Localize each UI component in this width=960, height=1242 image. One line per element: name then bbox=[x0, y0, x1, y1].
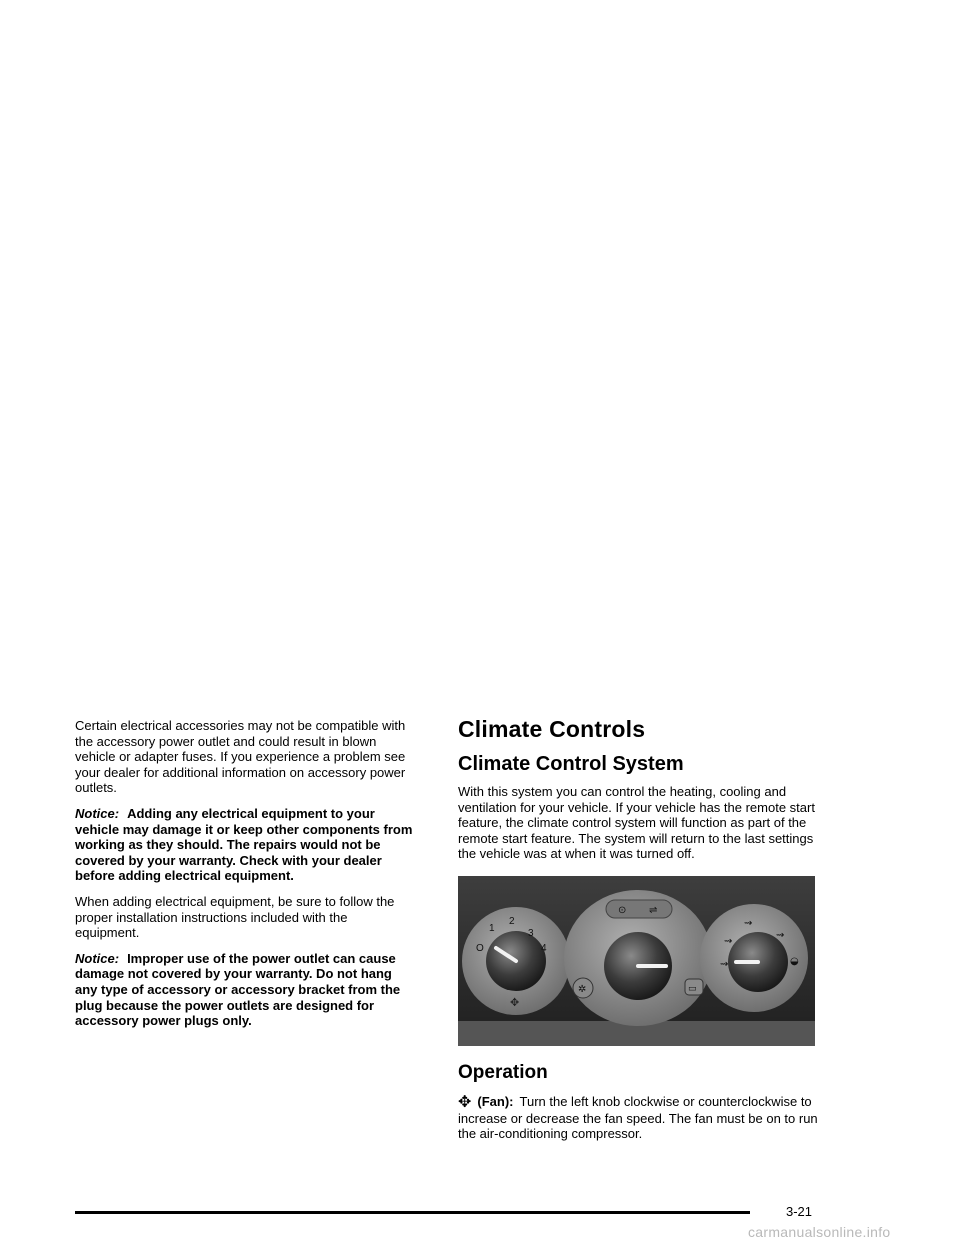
fan-speed-3: 3 bbox=[528, 927, 534, 939]
recirc-icon: ⊙ bbox=[618, 904, 627, 916]
operation-heading: Operation bbox=[458, 1061, 548, 1083]
fan-off-label: O bbox=[476, 942, 484, 954]
fan-description bbox=[458, 1094, 828, 1142]
ac-icon: ✲ bbox=[578, 983, 587, 995]
floor-mode-icon: ⇝ bbox=[776, 929, 785, 941]
left-column bbox=[75, 718, 415, 1039]
fan-symbol-icon: ✥ bbox=[510, 995, 520, 1009]
section-title: Climate Controls bbox=[458, 716, 646, 742]
fan-icon: ✥ bbox=[458, 1093, 472, 1111]
installation-paragraph: When adding electrical equipment, be sure to follow the proper installation instructions included with the equipment. bbox=[75, 893, 395, 941]
fan-speed-2: 2 bbox=[509, 915, 515, 927]
footer-rule bbox=[75, 1211, 750, 1214]
climate-control-panel-photo bbox=[458, 876, 815, 1046]
notice-lead: Notice: bbox=[75, 950, 120, 966]
right-column bbox=[458, 716, 828, 1142]
notice-power-outlet bbox=[75, 951, 415, 1029]
bilevel-mode-icon: ⇝ bbox=[744, 917, 753, 929]
vent-mode-icon: ⇝ bbox=[724, 935, 733, 947]
fan-label: (Fan): bbox=[477, 1093, 514, 1109]
accessory-compat-paragraph: Certain electrical accessories may not be compatible with the accessory power outlet and could result in blown vehicle or adapter fuses. If you experience a problem see your dealer for additional information on accessory power outlets. bbox=[75, 718, 406, 796]
defrost-mode-icon: ◒ bbox=[790, 955, 799, 967]
watermark: carmanualsonline.info bbox=[748, 1224, 891, 1240]
defog-mode-icon: ⇝ bbox=[720, 958, 729, 970]
notice-electrical-equipment bbox=[75, 806, 415, 884]
recirculation-button[interactable] bbox=[606, 900, 672, 918]
fan-speed-4: 4 bbox=[541, 942, 547, 954]
notice-lead: Notice: bbox=[75, 805, 120, 821]
notice-body: Improper use of the power outlet can cause damage not covered by your warranty. Do not hang any type of accessory or accessory bracket from the plug because the power outlets are designed for accessory power plugs only. bbox=[75, 950, 401, 1029]
outside-air-icon: ⇌ bbox=[649, 904, 658, 916]
fan-speed-1: 1 bbox=[489, 922, 495, 934]
rear-defrost-icon: ▭ bbox=[688, 983, 697, 994]
fan-text: Turn the left knob clockwise or counterclockwise to increase or decrease the fan speed. The fan must be on to run the air-conditioning compressor. bbox=[458, 1093, 818, 1142]
page-number: 3-21 bbox=[786, 1204, 813, 1219]
notice-body: Adding any electrical equipment to your vehicle may damage it or keep other components from working as they should. The repairs would not be covered by your warranty. Check with your dealer before adding electrical equipment. bbox=[75, 805, 413, 884]
climate-intro-paragraph: With this system you can control the heating, cooling and ventilation for your vehicle. If your vehicle has the remote start feature, the climate control system will function as part of the remote start feature. The system will return to the last settings the vehicle was at when it was turned off. bbox=[458, 784, 815, 862]
subsection-title: Climate Control System bbox=[458, 753, 684, 775]
